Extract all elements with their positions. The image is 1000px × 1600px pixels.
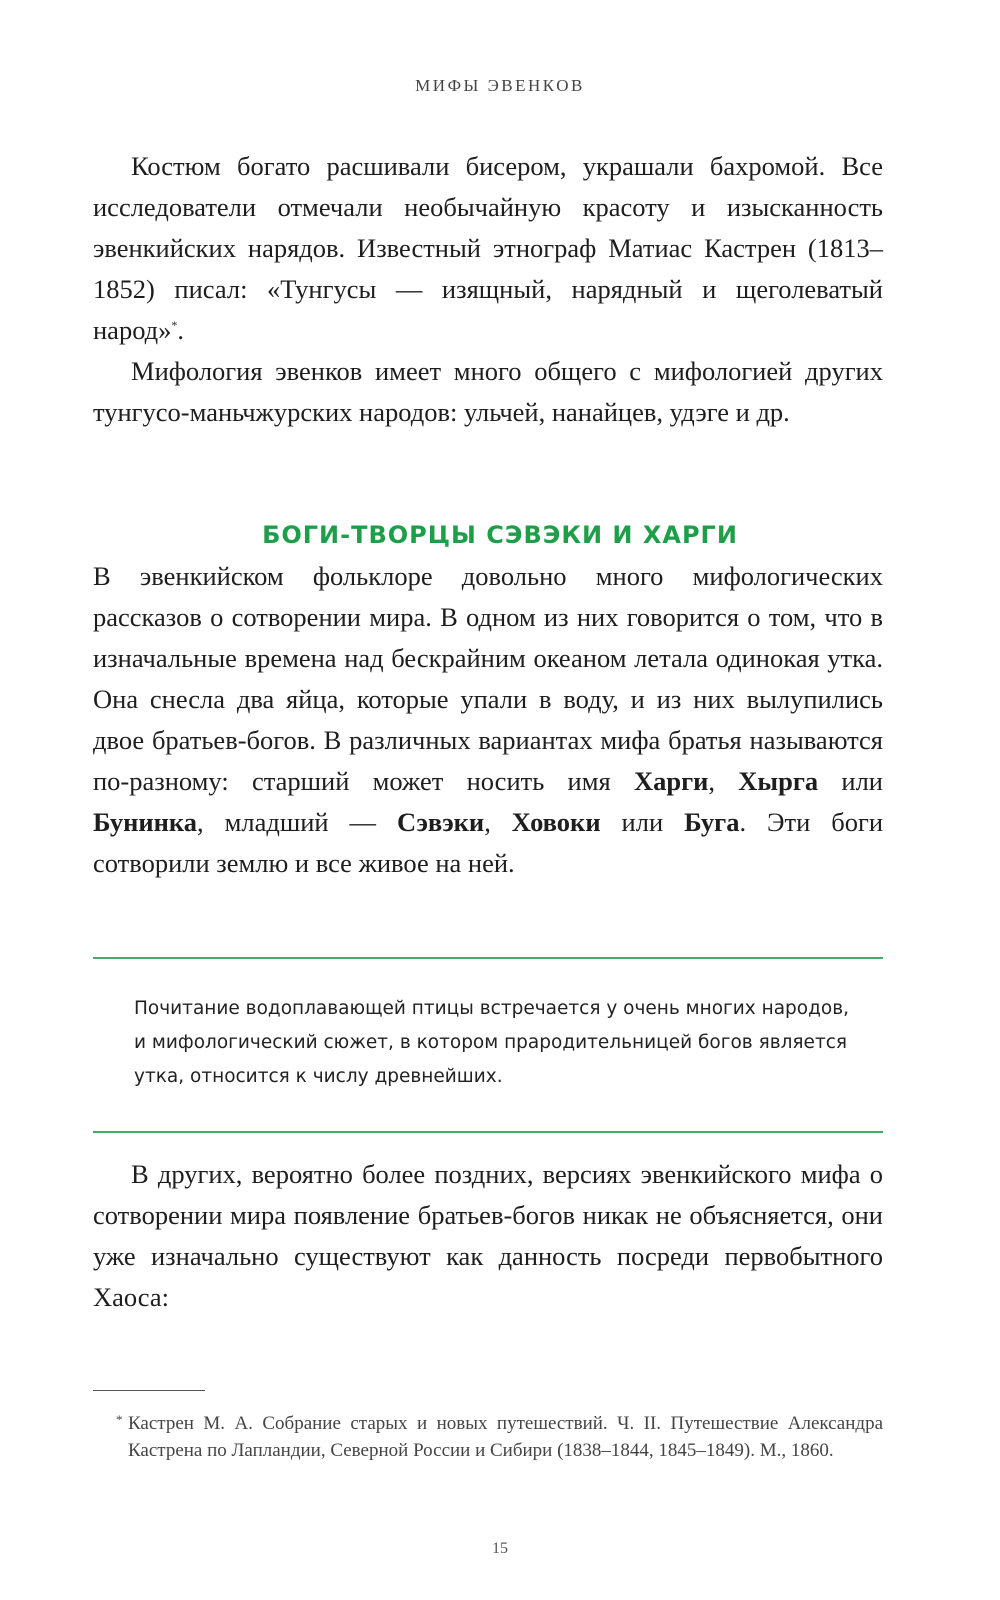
name-separator: или xyxy=(818,766,883,796)
continuation-paragraph: В других, вероятно более поздних, версиях эвенкийского мифа о сотворении мира появление братьев-богов никак не объясняется, они уже изначально существуют как данность посреди первобытного Хаоса: xyxy=(93,1159,883,1312)
intro-paragraph-2: Мифология эвенков имеет много общего с мифологией других тунгусо-маньчжурских народов: ульчей, нанайцев, удэге и др. xyxy=(93,356,883,427)
intro-paragraph-1 xyxy=(93,146,883,351)
running-title: МИФЫ ЭВЕНКОВ xyxy=(415,76,585,95)
footnote xyxy=(116,1410,883,1464)
page-number: 15 xyxy=(492,1540,508,1557)
intro-paragraph-1-tail: . xyxy=(177,315,185,345)
footnote-text: Кастрен М. А. Собрание старых и новых путешествий. Ч. II. Путешествие Александра Кастрена по Лапландии, Северной России и Сибири (1838–1844, 1845–1849). М., 1860. xyxy=(128,1413,883,1461)
aside-top-rule xyxy=(93,957,883,959)
name-separator: , младший — xyxy=(197,807,397,837)
section-heading: БОГИ-ТВОРЦЫ СЭВЭКИ И ХАРГИ xyxy=(262,521,738,549)
aside-text: Почитание водоплавающей птицы встречается у очень многих народов, и мифологический сюжет, в котором прародительницей богов является утка, относится к числу древнейших. xyxy=(134,998,850,1087)
god-name-khargi: Харги xyxy=(633,766,709,796)
footnote-marker: * xyxy=(116,1412,123,1427)
god-name-buninka: Бунинка xyxy=(93,807,198,837)
name-separator: , xyxy=(708,766,739,796)
aside-note xyxy=(134,992,854,1094)
section-paragraph-1 xyxy=(93,556,883,884)
name-separator: или xyxy=(600,807,685,837)
intro-block xyxy=(93,146,883,433)
god-name-khovoki: Ховоки xyxy=(511,807,601,837)
aside-bottom-rule xyxy=(93,1131,883,1133)
section-paragraph-1-end: . Эти боги сотворили землю и все живое на ней. xyxy=(93,807,883,878)
footnote-reference-marker[interactable]: * xyxy=(171,318,178,333)
god-name-buga: Буга xyxy=(684,807,740,837)
section-paragraph-1-text: В эвенкийском фольклоре довольно много мифологических рассказов о сотворении мира. В одном из них говорится о том, что в изначальные времена над бескрайним океаном летала одинокая утка. Она снесла два яйца, которые упали в воду, и из них вылупились двое братьев-богов. В различных вариантах мифа братья называются по-разному: старший может носить имя xyxy=(93,561,883,796)
continuation-block xyxy=(93,1154,883,1318)
intro-paragraph-1-text: Костюм богато расшивали бисером, украшали бахромой. Все исследователи отмечали необычайную красоту и изысканность эвенкийских нарядов. Известный этнограф Матиас Кастрен (1813–1852) писал: «Тунгусы — изящный, нарядный и щеголеватый народ» xyxy=(93,151,883,345)
god-name-seveki: Сэвэки xyxy=(396,807,485,837)
section-block xyxy=(93,556,883,884)
name-separator: , xyxy=(484,807,512,837)
god-name-khyrga: Хырга xyxy=(738,766,819,796)
footnote-divider xyxy=(93,1390,205,1391)
